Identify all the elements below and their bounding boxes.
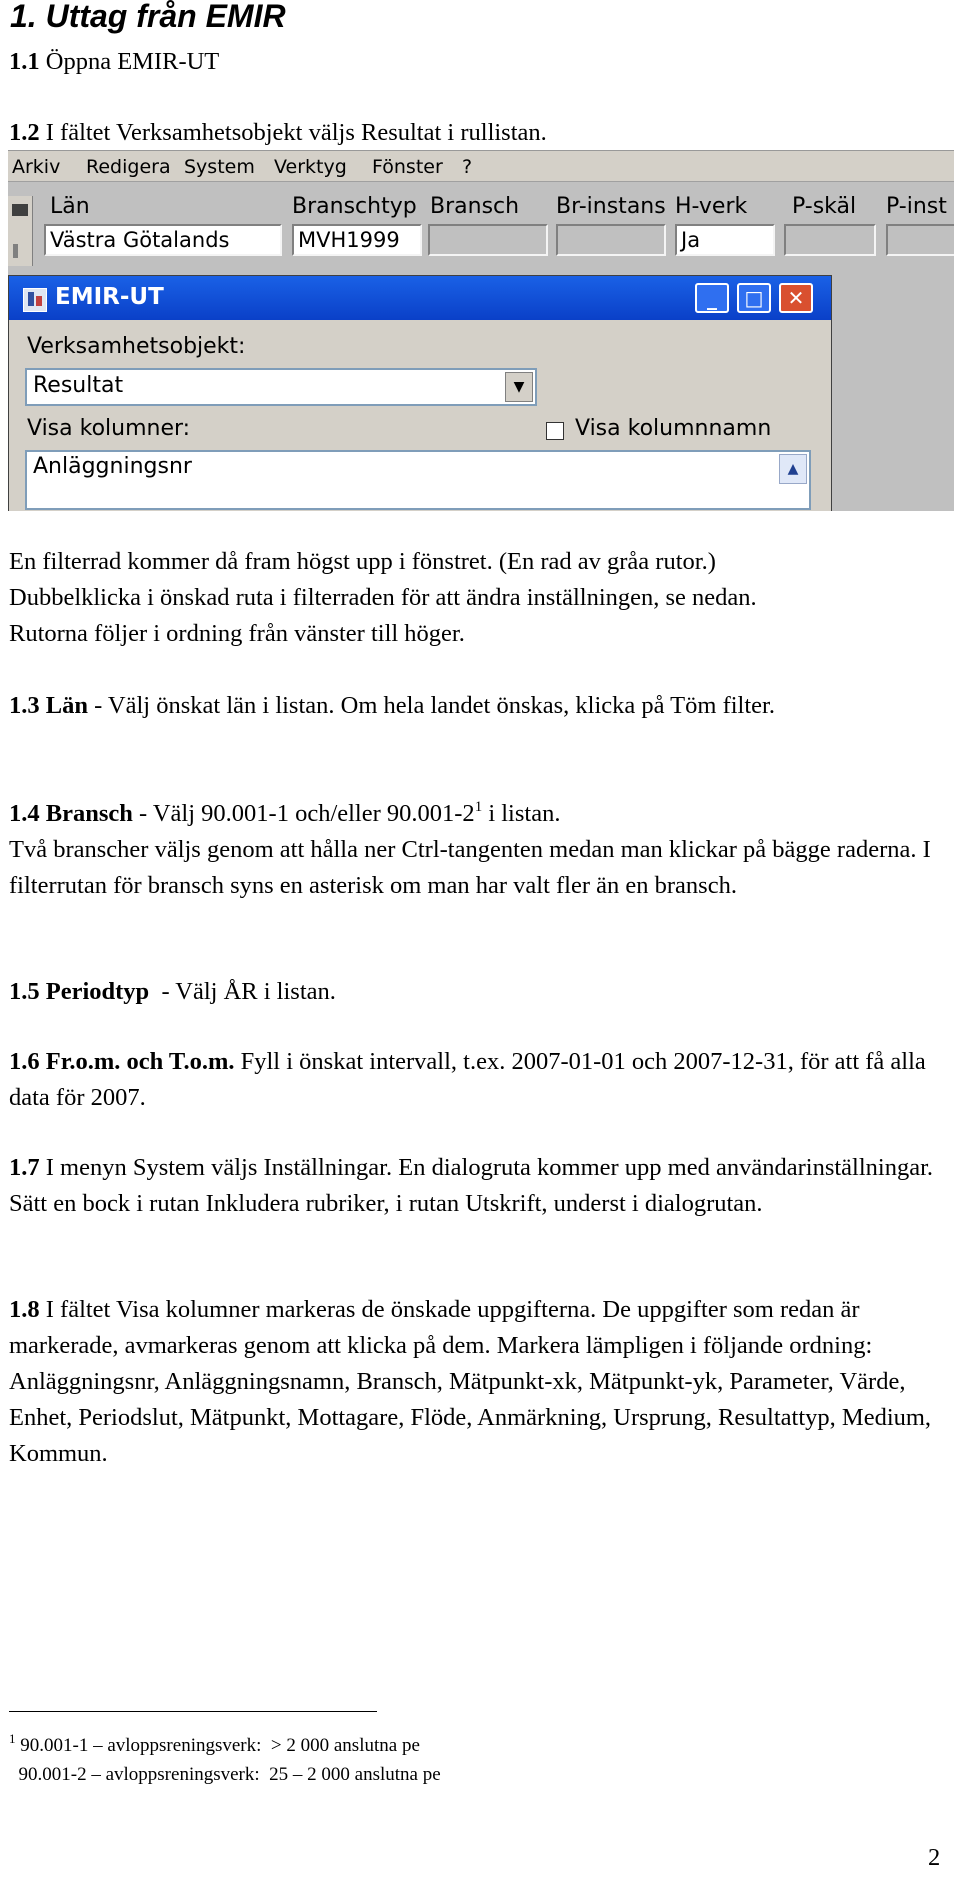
step-text: I menyn System väljs Inställningar. En dialogruta kommer upp med användarinställningar. Sätt en bock i rutan Inkludera rubriker, i rutan Utskrift, underst i dialogrutan. (9, 1154, 934, 1217)
step-1-2 (9, 115, 547, 150)
step-1-1 (9, 44, 219, 79)
step-number: 1.3 (9, 692, 40, 719)
maximize-icon[interactable]: □ (737, 283, 771, 313)
step-number: 1.4 (9, 800, 40, 827)
heading-title: Uttag från EMIR (45, 0, 286, 34)
verksamhetsobjekt-dropdown[interactable] (25, 368, 537, 406)
step-text: I fältet Verksamhetsobjekt väljs Resultat i rullistan. (45, 119, 547, 146)
filter-label-h-verk: H-verk (675, 194, 748, 219)
step-1-4 (9, 796, 949, 904)
visa-kolumner-list[interactable] (25, 450, 811, 510)
step-text: Fyll i önskat intervall, t.ex. 2007-01-01 och 2007-12-31, för att få alla data för 2007. (9, 1048, 926, 1111)
step-number: 1.8 (9, 1296, 40, 1323)
visa-kolumnnamn-label: Visa kolumnnamn (575, 416, 772, 441)
step-number: 1.2 (9, 119, 40, 146)
menu-redigera[interactable]: Redigera (86, 156, 171, 178)
footnote-text: 90.001-1 – avloppsreningsverk: > 2 000 anslutna pe (15, 1735, 420, 1756)
filter-p-skal[interactable] (784, 224, 876, 256)
step-term: Bransch (45, 800, 133, 827)
step-text: I fältet Visa kolumner markeras de önskade uppgifterna. De uppgifter som redan är markerade, avmarkeras genom att klicka på dem. Markera lämpligen i följande ordning: Anläggningsnr, Anläggningsnamn, Bransch, Mätpunkt-xk, Mätpunkt-yk, Parameter, Värde, Enhet, Periodslut, Mätpunkt, Mottagare, Flöde, Anmärkning, Ursprung, Resultattyp, Medium, Kommun. (9, 1296, 932, 1467)
step-text: - Välj ÅR i listan. (149, 978, 336, 1005)
filter-p-inst[interactable] (886, 224, 954, 256)
filter-branschtyp[interactable]: MVH1999 (292, 224, 422, 256)
step-text: Öppna EMIR-UT (45, 48, 220, 75)
menu-bar (8, 151, 954, 182)
close-icon[interactable]: ✕ (779, 283, 813, 313)
page-number: 2 (928, 1844, 941, 1871)
menu-fonster[interactable]: Fönster (372, 156, 443, 178)
footnote-line-2: 90.001-2 – avloppsreningsverk: 25 – 2 000 anslutna pe (9, 1764, 441, 1785)
step-1-8 (9, 1292, 949, 1472)
menu-arkiv[interactable]: Arkiv (12, 156, 61, 178)
intro-line: En filterrad kommer då fram högst upp i fönstret. (En rad av gråa rutor.) (9, 548, 716, 575)
menu-system[interactable]: System (184, 156, 255, 178)
visa-kolumner-label: Visa kolumner: (27, 416, 191, 441)
list-item[interactable]: Anläggningsnr (33, 454, 192, 479)
step-text: - Välj önskat län i listan. Om hela landet önskas, klicka på Töm filter. (87, 692, 775, 719)
step-text: - Välj 90.001-1 och/eller 90.001-2 (132, 800, 475, 827)
verksamhetsobjekt-label: Verksamhetsobjekt: (27, 334, 246, 359)
footnote-divider (9, 1711, 377, 1712)
section-heading (10, 0, 286, 35)
emir-screenshot (8, 150, 954, 511)
filter-label-branschtyp: Branschtyp (292, 194, 417, 219)
filter-label-p-inst: P-inst (886, 194, 947, 219)
step-number: 1.6 (9, 1048, 40, 1075)
step-1-3 (9, 688, 949, 724)
visa-kolumnnamn-checkbox[interactable] (546, 422, 564, 440)
dropdown-value: Resultat (33, 373, 124, 398)
step-number: 1.5 (9, 978, 40, 1005)
step-term: Län (45, 692, 88, 719)
filter-label-br-instans: Br-instans (556, 194, 666, 219)
menu-verktyg[interactable]: Verktyg (274, 156, 347, 178)
intro-line: Dubbelklicka i önskad ruta i filterraden för att ändra inställningen, se nedan. (9, 584, 757, 611)
app-icon (23, 288, 47, 312)
step-1-5 (9, 974, 949, 1010)
intro-line: Rutorna följer i ordning från vänster till höger. (9, 620, 465, 647)
filter-bransch[interactable] (428, 224, 548, 256)
footnote-line-1 (9, 1732, 420, 1760)
step-number: 1.1 (9, 48, 40, 75)
row-selector[interactable] (8, 196, 33, 266)
dialog-titlebar[interactable] (9, 276, 831, 320)
dropdown-arrow-icon[interactable]: ▼ (505, 372, 533, 402)
minimize-icon[interactable]: _ (695, 283, 729, 313)
filter-label-lan: Län (50, 194, 90, 219)
step-continuation: Två branscher väljs genom att hålla ner Ctrl-tangenten medan man klickar på bägge raderna. I filterrutan för bransch syns en asterisk om man har valt fler än en bransch. (9, 836, 931, 899)
step-term: Periodtyp (45, 978, 150, 1005)
filter-lan[interactable]: Västra Götalands (44, 224, 282, 256)
filter-label-bransch: Bransch (430, 194, 520, 219)
step-term: Fr.o.m. och T.o.m. (45, 1048, 235, 1075)
heading-number: 1. (10, 0, 37, 34)
step-1-7 (9, 1150, 949, 1222)
scroll-up-icon[interactable]: ▲ (779, 454, 807, 484)
step-1-6 (9, 1044, 949, 1116)
intro-paragraph (9, 544, 949, 652)
scroll-handle (13, 244, 18, 258)
menu-help[interactable]: ? (462, 156, 473, 178)
footnote-ref[interactable]: 1 (474, 799, 483, 815)
record-icon (12, 204, 28, 216)
step-text: i listan. (482, 800, 561, 827)
step-number: 1.7 (9, 1154, 40, 1181)
filter-h-verk[interactable]: Ja (675, 224, 775, 256)
filter-br-instans[interactable] (556, 224, 666, 256)
dialog-title: EMIR-UT (55, 284, 164, 310)
emir-ut-dialog (8, 275, 832, 511)
filter-label-p-skal: P-skäl (792, 194, 857, 219)
footnote-marker: 1 (9, 1731, 16, 1746)
